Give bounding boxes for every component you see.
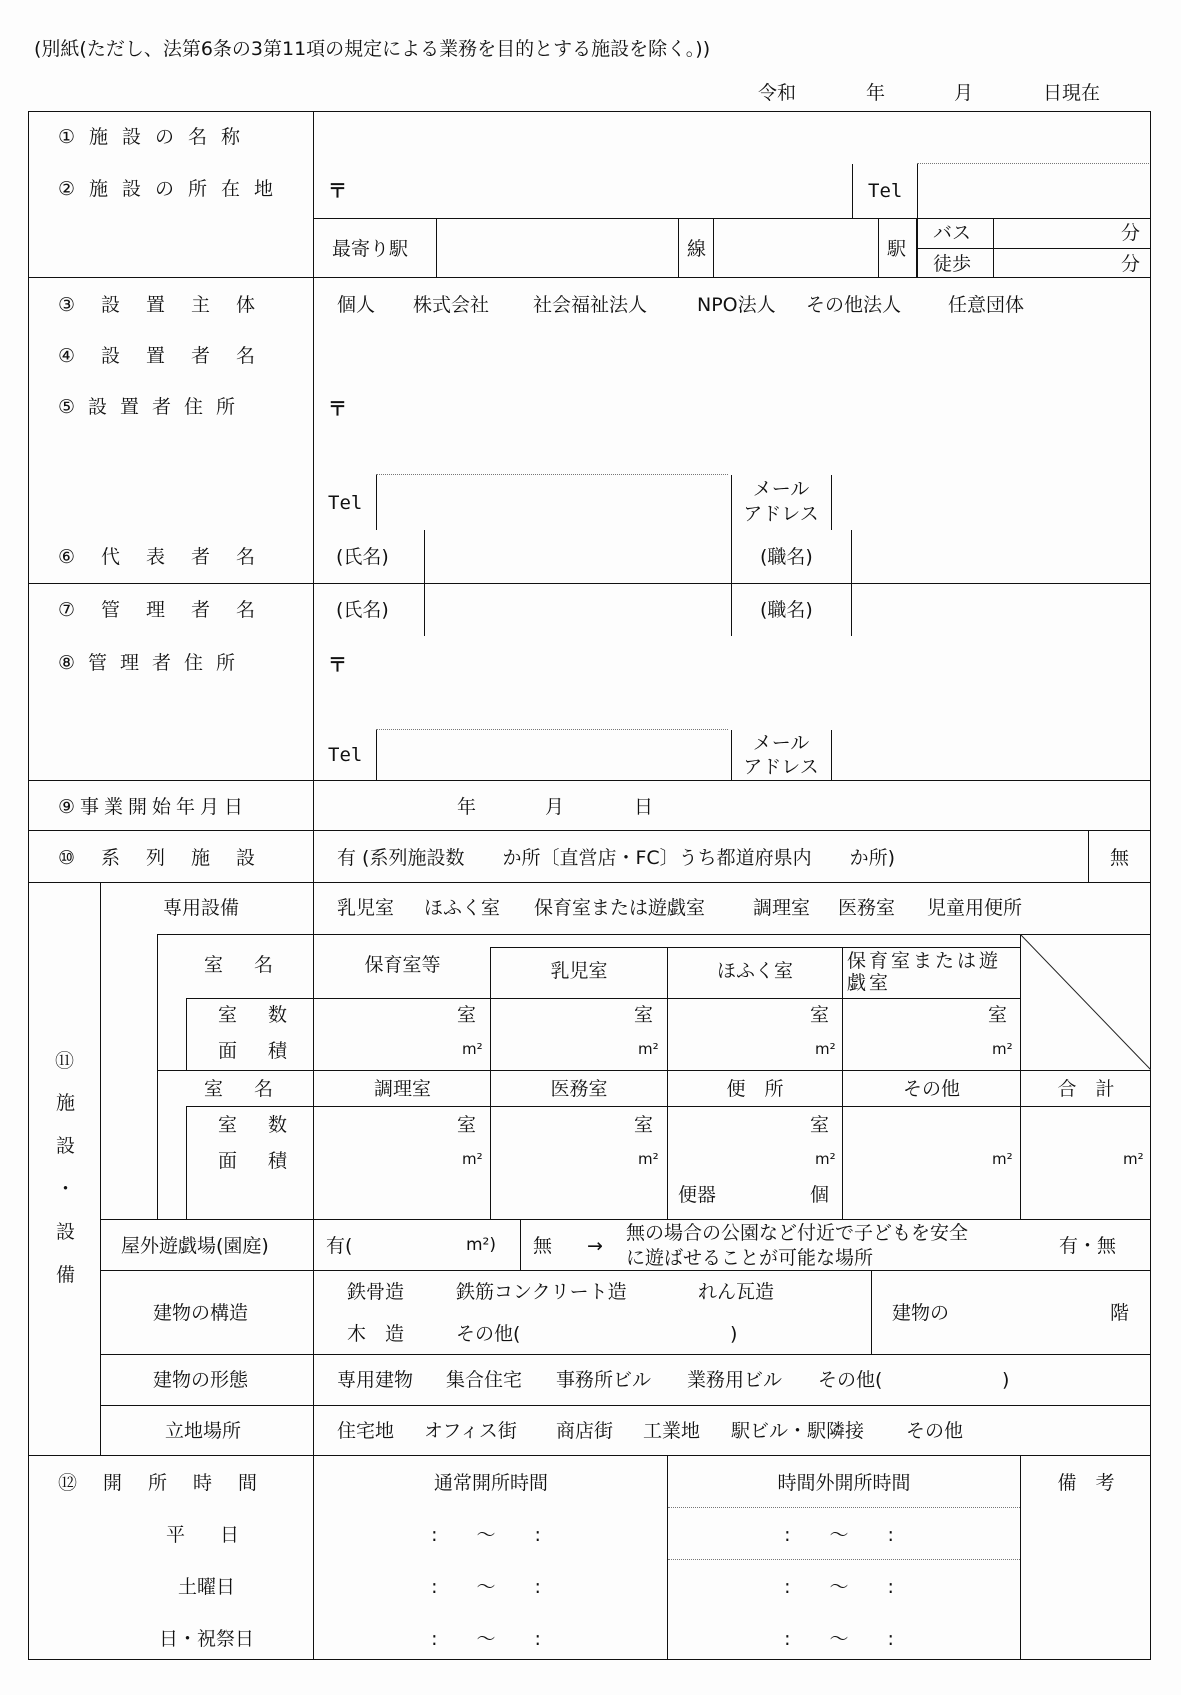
toilet-units-label: 便器: [678, 1184, 717, 1206]
tel-label: Tel: [328, 492, 363, 514]
location-option-industrial[interactable]: 工業地: [643, 1420, 701, 1442]
founder-name-field[interactable]: [316, 332, 1148, 382]
start-date-label: ⑨事業開始年月日: [58, 796, 249, 818]
founder-email-field[interactable]: [833, 477, 1148, 529]
toilet-units-suffix: 個: [810, 1184, 830, 1206]
col-total: 合 計: [1057, 1078, 1115, 1100]
mail-label: メール: [752, 478, 810, 500]
unit-area: m²: [638, 1150, 659, 1168]
unit-area: m²: [1123, 1150, 1144, 1168]
facilities-label-char: ・: [56, 1178, 76, 1200]
form-title: (別紙(ただし、法第6条の3第11項の規定による業務を目的とする施設を除く。)): [34, 38, 711, 60]
mail-label: メール: [752, 732, 810, 754]
unit-area: m²: [992, 1150, 1013, 1168]
unit-area: m²: [462, 1040, 483, 1058]
weekday-normal-hours[interactable]: : 〜 :: [431, 1524, 551, 1546]
name-label: (氏名): [336, 546, 389, 568]
unit-room: 室: [634, 1114, 654, 1136]
founder-type-label: ③設置主体: [58, 294, 282, 316]
facilities-number: ⑪: [55, 1050, 75, 1072]
job-title-label: (職名): [760, 546, 813, 568]
facilities-label-char: 施: [56, 1092, 76, 1114]
facilities-label-char: 設: [56, 1135, 76, 1157]
holiday-extra-hours[interactable]: : 〜 :: [784, 1628, 904, 1650]
col-nursery-group: 保育室等: [364, 954, 441, 976]
unit-area: m²: [992, 1040, 1013, 1058]
col-normal-hours: 通常開所時間: [433, 1472, 548, 1494]
holiday-normal-hours[interactable]: : 〜 :: [431, 1628, 551, 1650]
equipment-option-medical[interactable]: 医務室: [838, 897, 896, 919]
equipment-option-toilet[interactable]: 児童用便所: [927, 897, 1023, 919]
room-name-label: 室 名: [204, 1078, 280, 1100]
bus-label: バス: [933, 222, 972, 244]
facility-address-field[interactable]: [345, 165, 845, 215]
date-month-label: 月: [954, 82, 974, 104]
arrow-right-icon: →: [587, 1235, 603, 1257]
nearest-station-label: 最寄り駅: [332, 238, 409, 260]
affiliated-label: ⑩系列施設: [58, 847, 282, 869]
weekday-label: 平 日: [165, 1524, 247, 1546]
area-label: 面 積: [218, 1040, 294, 1062]
floors-suffix: 階: [1110, 1302, 1130, 1324]
year-label: 年: [457, 796, 477, 818]
form-other-close: ): [1002, 1369, 1010, 1391]
outdoor-area-unit: m²): [466, 1235, 497, 1255]
unit-area: m²: [815, 1040, 836, 1058]
station-name-field[interactable]: [715, 220, 875, 275]
walk-minutes-unit: 分: [1121, 253, 1141, 275]
col-medical: 医務室: [550, 1078, 608, 1100]
structure-option-rc[interactable]: 鉄筋コンクリート造: [456, 1281, 627, 1303]
founder-option-npo[interactable]: NPO法人: [697, 294, 776, 316]
affiliated-yes-text[interactable]: 有 (系列施設数 か所〔直営店・FC〕うち都道府県内 か所): [337, 847, 896, 869]
col-infant-room: 乳児室: [550, 960, 608, 982]
representative-label: ⑥代表者名: [58, 546, 282, 568]
name-label: (氏名): [336, 599, 389, 621]
col-nursery-room: 保育室または遊戯室: [847, 950, 1002, 994]
location-option-shopping[interactable]: 商店街: [556, 1420, 614, 1442]
room-name-label: 室 名: [204, 954, 280, 976]
postal-mark: 〒: [328, 180, 348, 202]
room-count-label: 室 数: [218, 1114, 294, 1136]
manager-name-field[interactable]: [426, 585, 728, 635]
founder-address-label: ⑤設置者住所: [58, 396, 249, 418]
unit-room: 室: [634, 1004, 654, 1026]
floors-label: 建物の: [892, 1302, 950, 1324]
founder-address-field[interactable]: [345, 385, 1145, 470]
col-extra-hours: 時間外開所時間: [777, 1472, 911, 1494]
structure-option-other[interactable]: その他(: [456, 1323, 521, 1345]
form-option-other[interactable]: その他(: [818, 1369, 883, 1391]
founder-option-individual[interactable]: 個人: [337, 294, 376, 316]
affiliated-no-option[interactable]: 無: [1110, 847, 1130, 869]
unit-room: 室: [810, 1114, 830, 1136]
representative-title-field[interactable]: [853, 532, 1148, 582]
facility-name-label: ①施設の名称: [58, 126, 255, 148]
manager-email-field[interactable]: [833, 732, 1148, 778]
tel-label: Tel: [328, 744, 363, 766]
manager-tel-field[interactable]: [378, 732, 726, 778]
col-crawl-room: ほふく室: [716, 960, 793, 982]
location-label: 立地場所: [165, 1420, 242, 1442]
building-form-label: 建物の形態: [153, 1369, 249, 1391]
col-notes: 備 考: [1057, 1472, 1115, 1494]
bus-minutes-unit: 分: [1121, 222, 1141, 244]
date-era: 令和: [758, 82, 797, 104]
col-toilet: 便 所: [726, 1078, 784, 1100]
unit-area: m²: [815, 1150, 836, 1168]
outdoor-play-label: 屋外遊戯場(園庭): [121, 1235, 269, 1257]
weekday-extra-hours[interactable]: : 〜 :: [784, 1524, 904, 1546]
unit-room: 室: [457, 1114, 477, 1136]
col-other: その他: [902, 1078, 960, 1100]
location-option-office[interactable]: オフィス街: [424, 1420, 517, 1442]
founder-name-label: ④設置者名: [58, 345, 282, 367]
date-year-label: 年: [866, 82, 886, 104]
unit-area: m²: [462, 1150, 483, 1168]
outdoor-note-line2: に遊ばせることが可能な場所: [626, 1247, 874, 1269]
form-option-apartment[interactable]: 集合住宅: [446, 1369, 523, 1391]
station-line-field[interactable]: [438, 220, 676, 275]
line-label: 線: [687, 238, 707, 260]
month-label: 月: [545, 796, 565, 818]
station-label: 駅: [887, 238, 907, 260]
founder-option-corporation[interactable]: 株式会社: [413, 294, 490, 316]
tel-label: Tel: [868, 180, 903, 202]
saturday-extra-hours[interactable]: : 〜 :: [784, 1576, 904, 1598]
location-option-residential[interactable]: 住宅地: [337, 1420, 395, 1442]
equipment-option-nursery[interactable]: 保育室または遊戯室: [534, 897, 706, 919]
start-date-field[interactable]: [316, 782, 1148, 828]
mail-label-2: アドレス: [743, 503, 819, 525]
location-option-station[interactable]: 駅ビル・駅隣接: [731, 1420, 865, 1442]
facility-address-label: ②施設の所在地: [58, 178, 288, 200]
location-option-other[interactable]: その他: [906, 1420, 964, 1442]
date-day-label: 日現在: [1043, 82, 1101, 104]
founder-option-voluntary[interactable]: 任意団体: [948, 294, 1025, 316]
founder-option-other-corp[interactable]: その他法人: [806, 294, 902, 316]
structure-other-close: ): [730, 1323, 738, 1345]
building-structure-label: 建物の構造: [153, 1302, 249, 1324]
equipment-option-crawl[interactable]: ほふく室: [424, 897, 501, 919]
holiday-label: 日・祝祭日: [158, 1628, 254, 1650]
bus-minutes-field[interactable]: [995, 220, 1120, 247]
mail-label-2: アドレス: [743, 756, 819, 778]
notes-field[interactable]: [1022, 1508, 1149, 1658]
dedicated-equipment-label: 専用設備: [163, 897, 240, 919]
manager-title-field[interactable]: [853, 585, 1148, 635]
manager-name-label: ⑦管理者名: [58, 599, 282, 621]
nearby-park-choice[interactable]: 有・無: [1059, 1235, 1117, 1257]
room-count-label: 室 数: [218, 1004, 294, 1026]
outdoor-yes-option[interactable]: 有(: [326, 1235, 353, 1257]
hours-label: ⑫開所時間: [58, 1472, 284, 1494]
form-option-office[interactable]: 事務所ビル: [556, 1369, 652, 1391]
structure-option-brick[interactable]: れん瓦造: [698, 1281, 775, 1303]
outdoor-no-option[interactable]: 無: [533, 1235, 553, 1257]
area-label: 面 積: [218, 1150, 294, 1172]
facility-tel-field[interactable]: [919, 166, 1147, 216]
label-column-divider: [313, 111, 314, 1660]
saturday-normal-hours[interactable]: : 〜 :: [431, 1576, 551, 1598]
manager-address-label: ⑧管理者住所: [58, 652, 249, 674]
structure-option-wood[interactable]: 木 造: [347, 1323, 405, 1345]
unit-area: m²: [638, 1040, 659, 1058]
postal-mark: 〒: [328, 398, 348, 420]
job-title-label: (職名): [760, 599, 813, 621]
representative-name-field[interactable]: [426, 532, 728, 582]
walk-minutes-field[interactable]: [995, 250, 1120, 276]
walk-label: 徒歩: [933, 253, 972, 275]
unit-room: 室: [988, 1004, 1008, 1026]
form-option-commercial[interactable]: 業務用ビル: [687, 1369, 783, 1391]
founder-tel-field[interactable]: [378, 477, 726, 529]
postal-mark: 〒: [328, 654, 348, 676]
equipment-option-infant[interactable]: 乳児室: [337, 897, 395, 919]
day-label: 日: [634, 796, 654, 818]
founder-option-social-welfare[interactable]: 社会福祉法人: [533, 294, 648, 316]
facilities-label-char: 設: [56, 1221, 76, 1243]
facilities-label-char: 備: [56, 1264, 76, 1286]
facility-name-field[interactable]: [315, 113, 1149, 163]
form-option-dedicated[interactable]: 専用建物: [337, 1369, 414, 1391]
unit-room: 室: [810, 1004, 830, 1026]
col-kitchen: 調理室: [373, 1078, 431, 1100]
manager-address-field[interactable]: [345, 640, 1145, 725]
unit-room: 室: [457, 1004, 477, 1026]
diagonal-strike: [1020, 934, 1151, 1070]
outdoor-note-line1: 無の場合の公園など付近で子どもを安全: [626, 1222, 969, 1244]
structure-option-steel[interactable]: 鉄骨造: [347, 1281, 405, 1303]
saturday-label: 土曜日: [177, 1576, 235, 1598]
equipment-option-kitchen[interactable]: 調理室: [753, 897, 811, 919]
